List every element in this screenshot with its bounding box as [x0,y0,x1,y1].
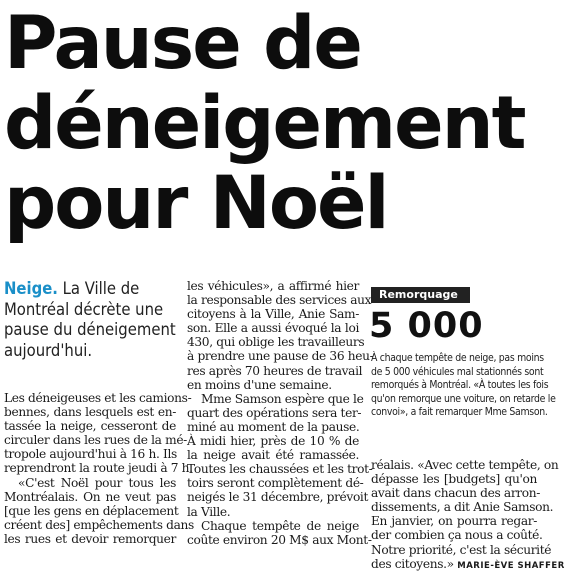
text-line: quart des opérations sera ter- [187,405,362,420]
text-line: toirs seront complètement dé- [187,476,364,491]
closing-text: des citoyens.» [371,556,454,571]
text-line: les rues et devoir remorquer [4,531,176,546]
text-line: la neige avait été ramassée. [187,448,359,463]
headline-line: déneigement [4,81,525,166]
headline-line: pour Noël [4,161,388,246]
text-line: «C'est Noël pour tous les [18,475,176,490]
article-column-3 [371,458,565,573]
text-line: miné au moment de la pause. [187,419,360,434]
text-line: en moins d'une semaine. [187,377,332,392]
deck-line: pause du déneigement [4,320,176,339]
text-line: der combien ça nous a coûté. [371,528,543,543]
text-line: circuler dans les rues de la mé- [4,433,187,448]
text-line: Mme Samson espère que le [201,391,364,406]
headline-line: Pause de [4,1,361,86]
text-line: tropole aujourd'hui à 16 h. Ils [4,447,177,462]
factbox-label: Remorquage [371,287,470,303]
deck-line: aujourd'hui. [4,340,93,360]
text-line: En janvier, on pourra regar- [371,514,537,529]
factbox-line: convoi», a fait remarquer Mme Samson. [371,406,548,419]
text-line: [que les gens en déplacement [4,503,179,518]
text-line: son. Elle a aussi évoqué la loi [187,321,359,336]
text-line: les véhicules», a affirmé hier [187,279,359,293]
factbox-line: À chaque tempête de neige, pas moins [371,352,544,364]
text-line: créent des] empêchements dans [4,517,194,532]
text-line-with-byline [371,556,565,573]
text-line: À midi hier, près de 10 % de [187,434,359,449]
text-line: bennes, dans lesquels est en- [4,405,176,420]
factbox-line: remorqués à Montréal. «À toutes les fois [371,379,549,392]
factbox-line: de 5 000 véhicules mal stationnés sont [371,365,544,378]
factbox-line: qu'on remorque une voiture, on retarde le [371,392,556,405]
deck-text: La Ville de [57,279,140,298]
text-line: reprendront la route jeudi à 7 h. [4,461,193,476]
text-line: neigés le 31 décembre, prévoit [187,490,369,505]
factbox-number: 5 000 [369,306,484,346]
factbox-text [371,352,556,420]
text-line: Chaque tempête de neige [201,518,359,533]
deck-line-1 [4,279,176,300]
text-line: res après 70 heures de travail [187,363,363,378]
text-line: Notre priorité, c'est la sécurité [371,542,552,557]
headline [4,1,536,246]
text-line: la responsable des services aux [187,293,372,308]
text-line: réalais. «Avec cette tempête, on [371,458,559,472]
text-line: Les déneigeuses et les camions- [4,391,192,405]
text-line: dissements, a dit Anie Samson. [371,500,554,515]
text-line: 430, qui oblige les travailleurs [187,335,365,350]
article-column-2 [187,279,374,547]
text-line: Toutes les chaussées et les trot- [187,462,373,477]
deck-line: Montréal décrète une [4,299,164,319]
text-line: Montréalais. On ne veut pas [4,489,176,504]
article-deck [4,279,176,361]
text-line: citoyens à la Ville, Anie Sam- [187,307,359,322]
deck-kicker: Neige. [4,279,58,298]
text-line: dépasse les [budgets] qu'on [371,472,537,487]
text-line: coûte environ 20 M$ aux Mont- [187,532,372,547]
text-line: la Ville. [187,504,231,519]
text-line: tassée la neige, cesseront de [4,419,176,434]
text-line: à prendre une pause de 36 heu- [187,349,374,364]
byline: MARIE-ÈVE SHAFFER [457,560,565,571]
article-column-1 [4,391,194,546]
text-line: avait dans chacun des arron- [371,486,541,501]
